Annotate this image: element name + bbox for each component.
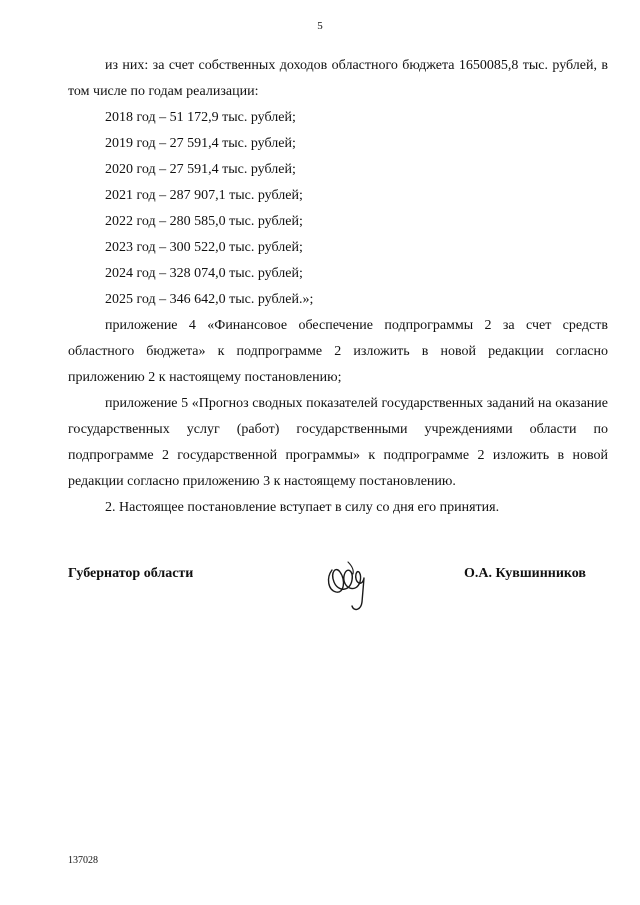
page-number: 5 bbox=[317, 20, 323, 32]
year-line-2019: 2019 год – 27 591,4 тыс. рублей; bbox=[105, 136, 296, 151]
year-line-2021: 2021 год – 287 907,1 тыс. рублей; bbox=[105, 188, 303, 203]
year-line-2024: 2024 год – 328 074,0 тыс. рублей; bbox=[105, 266, 303, 281]
year-line-2020: 2020 год – 27 591,4 тыс. рублей; bbox=[105, 162, 296, 177]
appendix-4-paragraph: приложение 4 «Финансовое обеспечение подпрограммы 2 за счет средств областного бюджета» к подпрограмме 2 изложить в новой редакции согласно приложению 2 к настоящему постановлению; bbox=[68, 318, 608, 385]
signatory-position: Губернатор области bbox=[68, 566, 194, 581]
document-body bbox=[68, 53, 608, 521]
year-line-2025: 2025 год – 346 642,0 тыс. рублей.»; bbox=[105, 292, 314, 307]
handwritten-signature-icon bbox=[318, 548, 378, 618]
intro-paragraph: из них: за счет собственных доходов областного бюджета 1650085,8 тыс. рублей, в том числе по годам реализации: bbox=[68, 58, 608, 99]
signatory-name: О.А. Кувшинников bbox=[463, 566, 586, 581]
year-line-2018: 2018 год – 51 172,9 тыс. рублей; bbox=[105, 110, 296, 125]
document-code: 137028 bbox=[68, 855, 98, 866]
year-line-2022: 2022 год – 280 585,0 тыс. рублей; bbox=[105, 214, 303, 229]
effective-date-paragraph: 2. Настоящее постановление вступает в силу со дня его принятия. bbox=[105, 500, 500, 515]
year-line-2023: 2023 год – 300 522,0 тыс. рублей; bbox=[105, 240, 303, 255]
signature-block bbox=[68, 548, 608, 618]
appendix-5-paragraph: приложение 5 «Прогноз сводных показателей государственных заданий на оказание государственных услуг (работ) государственными учреждениями области по подпрограмме 2 государственной программы» к подпрограмме 2 изложить в новой редакции согласно приложению 3 к настоящему постановлению. bbox=[68, 396, 608, 489]
